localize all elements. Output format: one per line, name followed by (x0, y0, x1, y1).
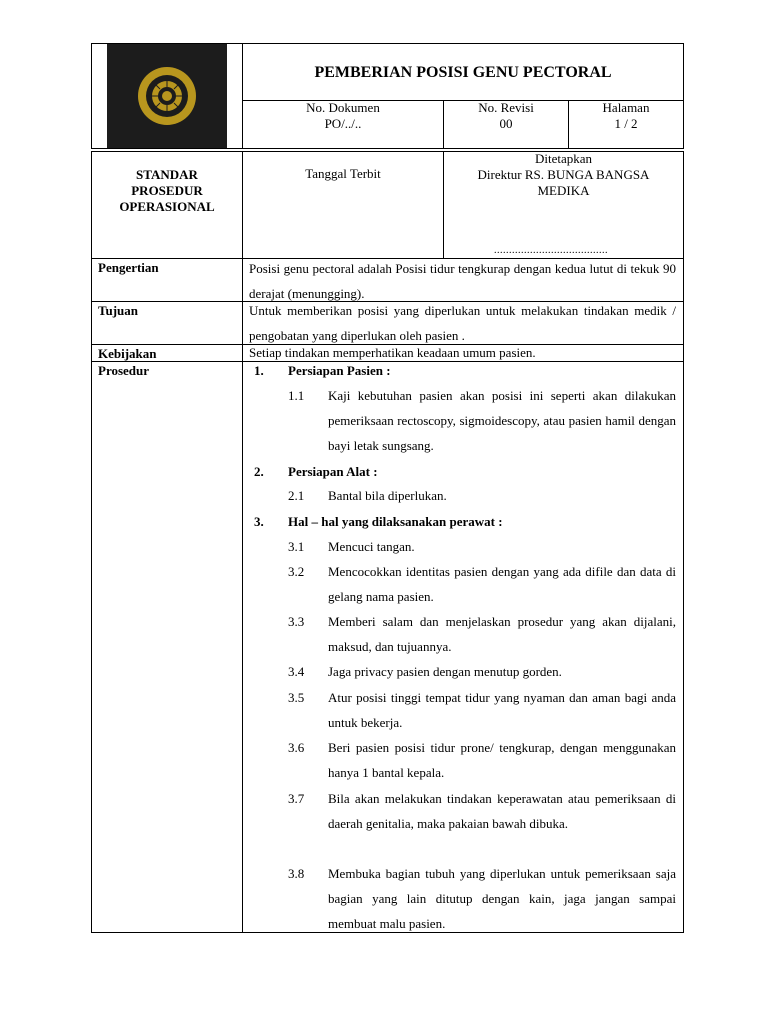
table-border (91, 148, 684, 149)
table-border (242, 151, 243, 933)
sop-label (92, 167, 242, 215)
page-cell (569, 100, 683, 132)
step-title: Hal – hal yang dilaksanakan perawat : (288, 514, 503, 529)
doc-number-label: No. Dokumen (306, 100, 380, 115)
approval-line: Direktur RS. BUNGA BANGSA (477, 167, 650, 182)
approval-block (444, 151, 683, 199)
substep-text: Beri pasien posisi tidur prone/ tengkurap, dengan menggunakan hanya 1 bantal kepala. (328, 740, 676, 780)
step-number: 1. (254, 363, 264, 378)
pengertian-label: Pengertian (98, 260, 159, 275)
substep-number: 2.1 (288, 488, 305, 503)
substep-text: Memberi salam dan menjelaskan prosedur yang akan dijalani, maksud, dan tujuannya. (328, 614, 676, 654)
table-border (242, 43, 243, 149)
doc-number-value: PO/../.. (324, 116, 362, 131)
tujuan-text: Untuk memberikan posisi yang diperlukan untuk melakukan tindakan medik / pengobatan yang diperlukan oleh pasien . (249, 303, 676, 343)
sop-label-line: OPERASIONAL (119, 199, 215, 214)
substep-text: Atur posisi tinggi tempat tidur yang nyaman dan aman bagi anda untuk bekerja. (328, 690, 676, 730)
page-value: 1 / 2 (614, 116, 638, 131)
table-border (91, 43, 92, 149)
table-border (683, 43, 684, 149)
step-title: Persiapan Alat : (288, 464, 378, 479)
substep-number: 3.1 (288, 539, 305, 554)
logo-emblem-icon (136, 65, 198, 127)
substep-number: 3.4 (288, 664, 305, 679)
sop-label-line: STANDAR (136, 167, 198, 182)
substep-text: Bantal bila diperlukan. (328, 488, 447, 503)
substep-number: 3.2 (288, 564, 305, 579)
approval-line: Ditetapkan (534, 151, 593, 166)
substep-text: Mencuci tangan. (328, 539, 415, 554)
substep-text: Bila akan melakukan tindakan keperawatan atau pemeriksaan di daerah genitalia, maka pakaian bawah dibuka. (328, 791, 676, 831)
revision-label: No. Revisi (478, 100, 534, 115)
doc-number-cell (243, 100, 443, 132)
kebijakan-text: Setiap tindakan memperhatikan keadaan umum pasien. (249, 345, 536, 360)
substep-number: 3.8 (288, 866, 305, 881)
substep-number: 3.6 (288, 740, 305, 755)
prosedur-label: Prosedur (98, 363, 150, 378)
signature-line: ...................................... (494, 245, 608, 256)
step-number: 2. (254, 464, 264, 479)
revision-value: 00 (499, 116, 513, 131)
table-border (91, 361, 684, 362)
approval-line: MEDIKA (537, 183, 590, 198)
table-border (91, 151, 92, 933)
substep-text: Jaga privacy pasien dengan menutup gorden. (328, 664, 562, 679)
substep-text: Kaji kebutuhan pasien akan posisi ini seperti akan dilakukan pemeriksaan rectoscopy, sigmoidescopy, atau pasien hamil dengan bayi letak sungsang. (328, 388, 676, 453)
sop-label-line: PROSEDUR (131, 183, 203, 198)
step-number: 3. (254, 514, 264, 529)
document-title: PEMBERIAN POSISI GENU PECTORAL (314, 64, 612, 81)
step-title: Persiapan Pasien : (288, 363, 391, 378)
issue-date-label: Tanggal Terbit (305, 166, 381, 181)
tujuan-label: Tujuan (98, 303, 138, 318)
hospital-logo (107, 44, 227, 148)
substep-number: 3.3 (288, 614, 305, 629)
kebijakan-label: Kebijakan (98, 346, 157, 361)
substep-number: 3.7 (288, 791, 305, 806)
pengertian-text: Posisi genu pectoral adalah Posisi tidur tengkurap dengan kedua lutut di tekuk 90 derajat (menungging). (249, 261, 676, 301)
substep-text: Membuka bagian tubuh yang diperlukan untuk pemeriksaan saja bagian yang lain ditutup dengan kain, jaga jangan sampai membuat malu pasien. (328, 866, 676, 931)
revision-cell (444, 100, 568, 132)
substep-text: Mencocokkan identitas pasien dengan yang ada difile dan data di gelang nama pasien. (328, 564, 676, 604)
substep-number: 1.1 (288, 388, 305, 403)
table-border (683, 151, 684, 933)
substep-number: 3.5 (288, 690, 305, 705)
page-label: Halaman (602, 100, 650, 115)
